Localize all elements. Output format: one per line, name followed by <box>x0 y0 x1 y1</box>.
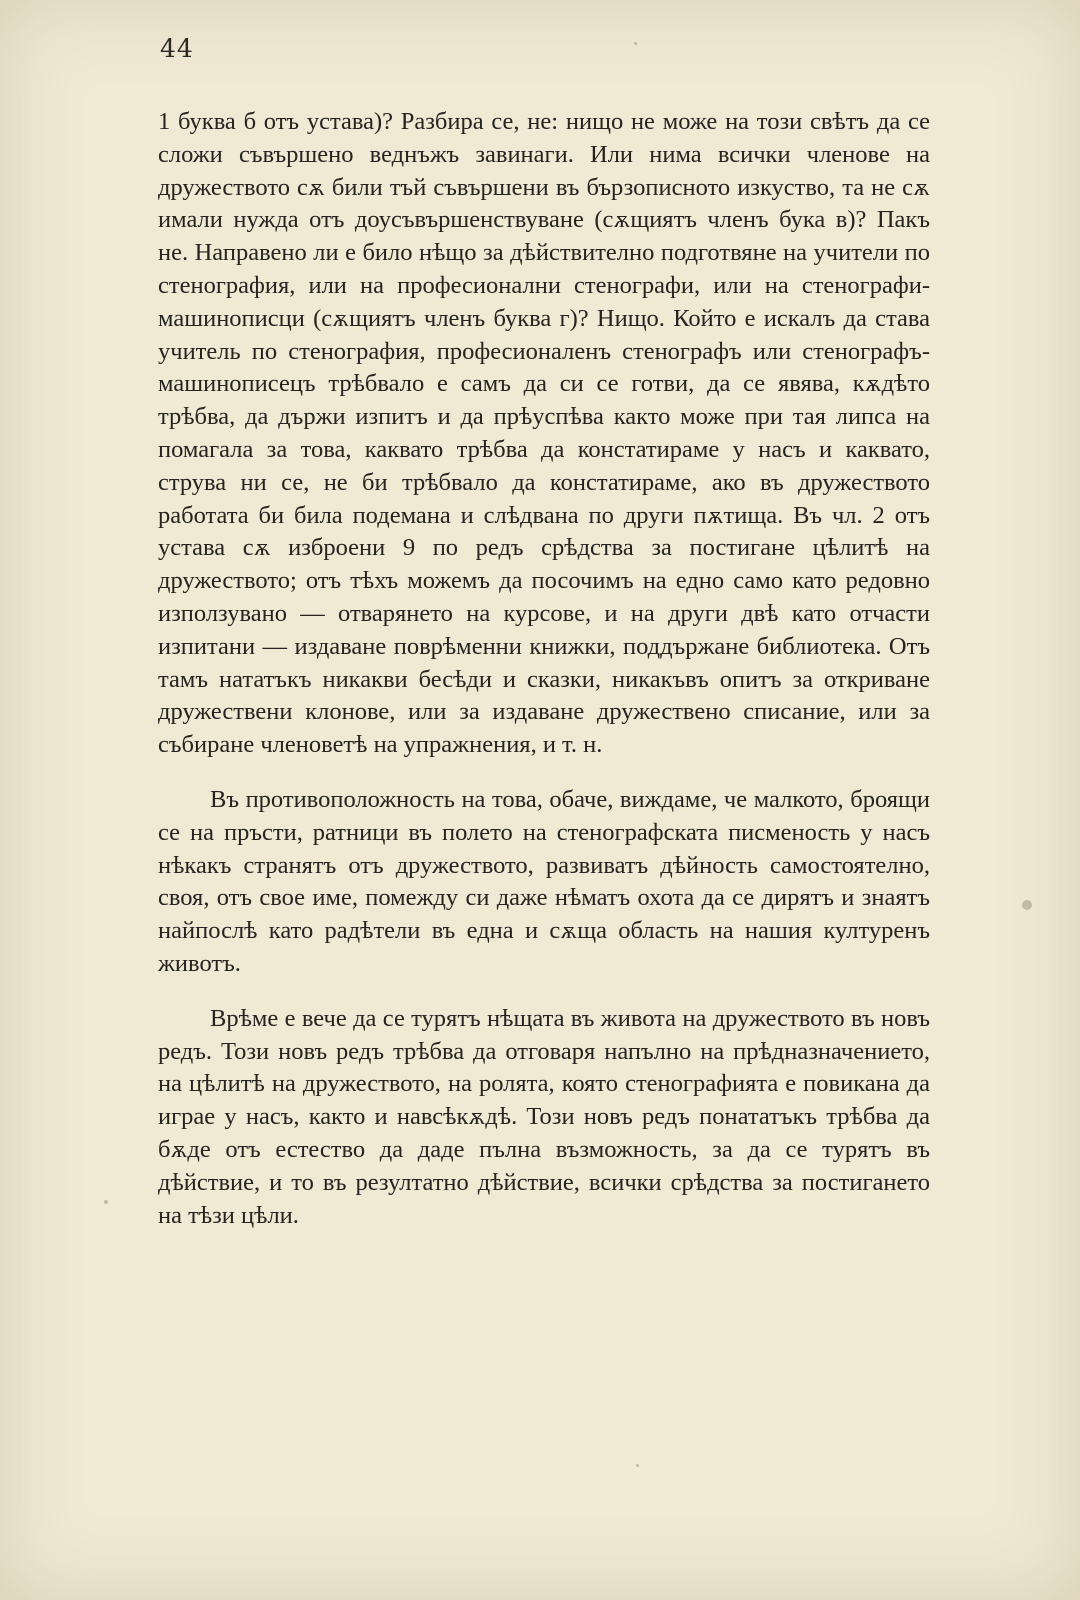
paragraph-2: Въ противоположность на това, обаче, виждаме, че малкото, броящи се на пръсти, ратници въ полето на стенографската писменость у насъ нѣкакъ странятъ отъ дружеството, развиватъ дѣйность самостоятелно, своя, отъ свое име, помежду си даже нѣматъ охота да се дирятъ и знаятъ найпослѣ като радѣтели въ една и сѫща область на нашия културенъ животъ. <box>158 785 930 977</box>
paper-speck <box>636 1464 639 1467</box>
body-text <box>158 106 930 1232</box>
paragraph-1: 1 буква б отъ устава)? Разбира се, не: нищо не може на този свѣтъ да се сложи съвършено веднъжъ завинаги. Или нима всички членове на дружеството сѫ били тъй съвършени въ бързописното изкуство, та не сѫ имали нужда отъ доусъвършенствуване (сѫщиятъ членъ бука в)? Пакъ не. Направено ли е било нѣщо за дѣйствително подготвяне на учители по стенография, или на професионални стенографи, или на стенографи-машинописци (сѫщиятъ членъ буква г)? Нищо. Който е искалъ да става учитель по стенография, професионаленъ стенографъ или стенографъ-машинописецъ трѣбвало е самъ да си се готви, да се явява, кѫдѣто трѣбва, да държи изпитъ и да прѣуспѣва както може при тая липса на помагала за това, каквато трѣбва да констатираме у насъ и каквато, струва ни се, не би трѣбвало да констатираме, ако въ дружеството работата би била подемана и слѣдвана по други пѫтища. Въ чл. 2 отъ устава сѫ изброени 9 по редъ срѣдства за постигане цѣлитѣ на дружеството; отъ тѣхъ можемъ да посочимъ на едно само като редовно използувано — отварянето на курсове, и на други двѣ като отчасти изпитани — издаване поврѣменни книжки, поддържане библиотека. Отъ тамъ нататъкъ никакви бесѣди и сказки, никакъвъ опитъ за откриване дружествени клонове, или за издаване дружествено списание, или за събиране членоветѣ на упражнения, и т. н. <box>158 108 930 759</box>
paragraph-3: Врѣме е вече да се турятъ нѣщата въ живота на дружеството въ новъ редъ. Този новъ редъ трѣбва да отговаря напълно на прѣдназначението, на цѣлитѣ на дружеството, на ролята, която стенографията е повикана да играе у насъ, както и навсѣкѫдѣ. Този новъ редъ понататъкъ трѣбва да бѫде отъ естество да даде пълна възможность, за да се турятъ въ дѣйствие, и то въ резултатно дѣйствие, всички срѣдства за постигането на тѣзи цѣли. <box>158 1004 930 1229</box>
paper-speck <box>104 1200 108 1204</box>
paper-speck <box>1022 900 1032 910</box>
paper-speck <box>634 42 637 45</box>
page-number: 44 <box>160 34 194 63</box>
